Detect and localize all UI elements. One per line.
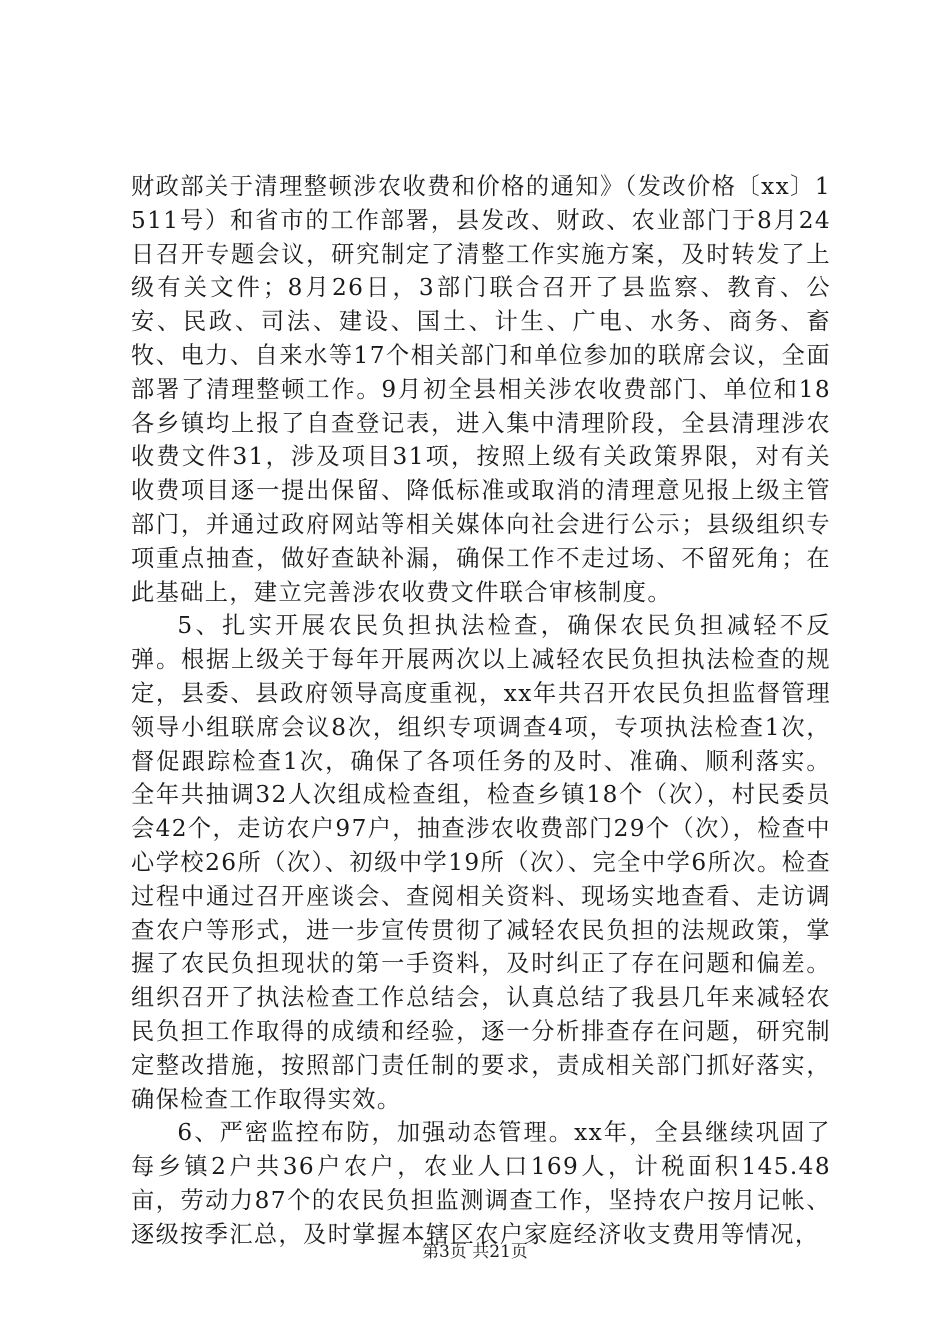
paragraph-continued: 财政部关于清理整顿涉农收费和价格的通知》（发改价格〔xx〕1511号）和省市的工作部署，县发改、财政、农业部门于8月24日召开专题会议，研究制定了清整工作实施方案，及时转发了上级有关文件；8月26日，3部门联合召开了县监察、教育、公安、民政、司法、建设、国土、计生、广电、水务、商务、畜牧、电力、自来水等17个相关部门和单位参加的联席会议，全面部署了清理整顿工作。9月初全县相关涉农收费部门、单位和18各乡镇均上报了自查登记表，进入集中清理阶段，全县清理涉农收费文件31，涉及项目31项，按照上级有关政策界限，对有关收费项目逐一提出保留、降低标准或取消的清理意见报上级主管部门，并通过政府网站等相关媒体向社会进行公示；县级组织专项重点抽查，做好查缺补漏，确保工作不走过场、不留死角；在此基础上，建立完善涉农收费文件联合审核制度。: [131, 173, 831, 606]
page-number-footer: 第3页 共21页: [422, 1242, 528, 1262]
paragraph-item-6: 6、严密监控布防，加强动态管理。xx年，全县继续巩固了每乡镇2户共36户农户，农业人口169人，计税面积145.48亩，劳动力87个的农民负担监测调查工作，坚持农户按月记帐、逐级按季汇总，及时掌握本辖区农户家庭经济收支费用等情况，: [131, 1119, 831, 1248]
document-body: [131, 170, 831, 1252]
paragraph-item-5: 5、扎实开展农民负担执法检查，确保农民负担减轻不反弹。根据上级关于每年开展两次以上减轻农民负担执法检查的规定，县委、县政府领导高度重视，xx年共召开农民负担监督管理领导小组联席会议8次，组织专项调查4项，专项执法检查1次，督促跟踪检查1次，确保了各项任务的及时、准确、顺利落实。全年共抽调32人次组成检查组，检查乡镇18个（次），村民委员会42个，走访农户97户，抽查涉农收费部门29个（次），检查中心学校26所（次）、初级中学19所（次）、完全中学6所次。检查过程中通过召开座谈会、查阅相关资料、现场实地查看、走访调查农户等形式，进一步宣传贯彻了减轻农民负担的法规政策，掌握了农民负担现状的第一手资料，及时纠正了存在问题和偏差。组织召开了执法检查工作总结会，认真总结了我县几年来减轻农民负担工作取得的成绩和经验，逐一分析排查存在问题，研究制定整改措施，按照部门责任制的要求，责成相关部门抓好落实，确保检查工作取得实效。: [131, 612, 832, 1113]
